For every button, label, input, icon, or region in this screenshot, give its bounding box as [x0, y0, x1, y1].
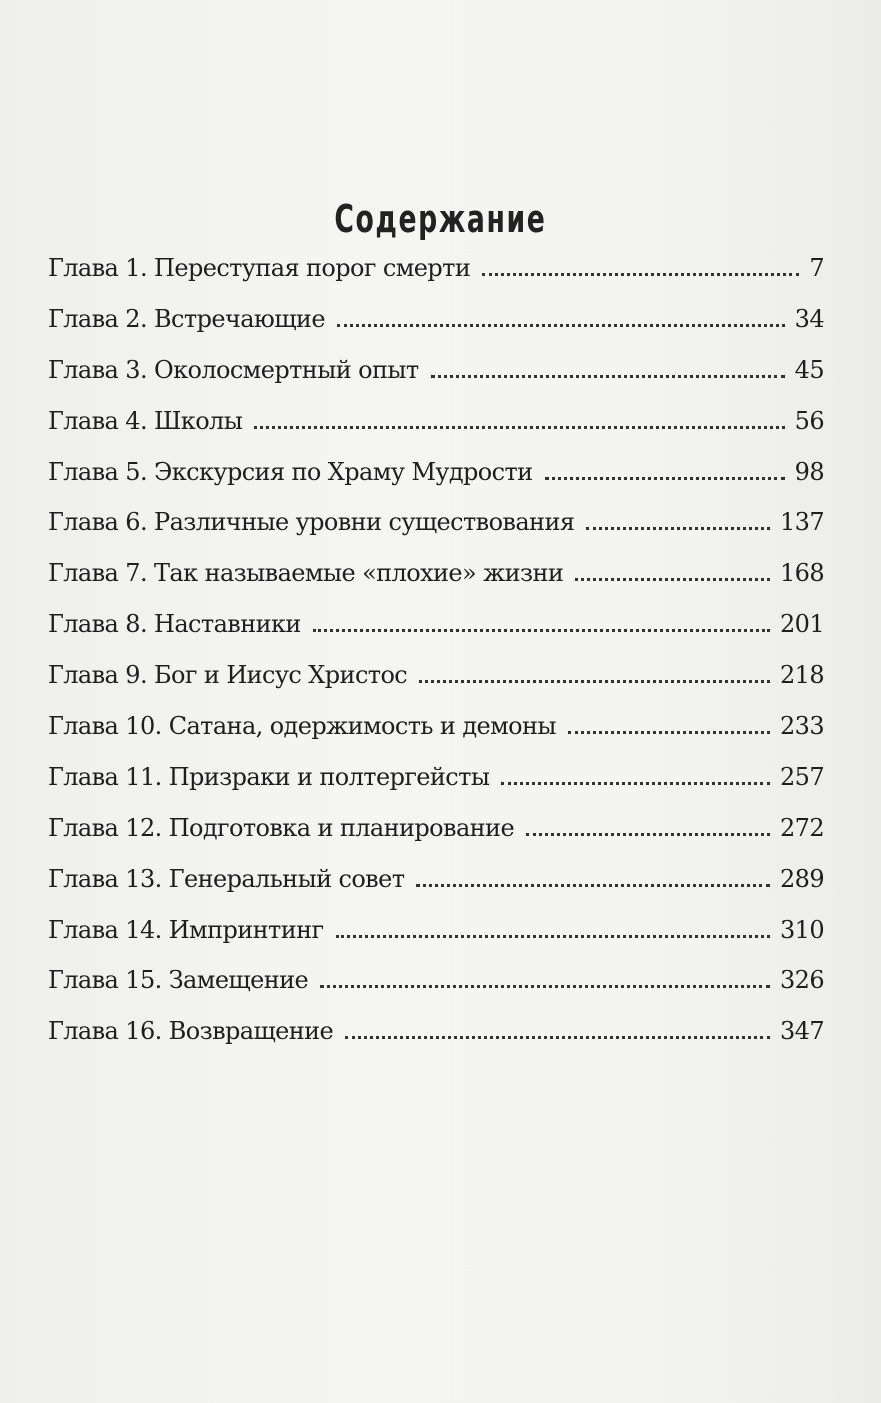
page-number: 289 [779, 864, 824, 893]
chapter-title: Глава 4. Школы [48, 406, 243, 435]
chapter-title: Глава 7. Так называемые «плохие» жизни [48, 559, 564, 588]
page-number: 45 [794, 355, 824, 384]
toc-entry[interactable] [48, 407, 824, 458]
dot-leader [568, 731, 770, 734]
dot-leader [575, 578, 770, 581]
toc-entry[interactable] [48, 610, 824, 661]
toc-entry[interactable] [48, 661, 824, 712]
chapter-title: Глава 14. Импринтинг [48, 915, 324, 944]
page-number: 218 [779, 661, 824, 690]
page-number: 201 [779, 610, 824, 639]
chapter-title: Глава 9. Бог и Иисус Христос [48, 661, 408, 690]
page-number: 98 [794, 457, 824, 486]
toc-entry[interactable] [48, 356, 824, 407]
page-title: Содержание [334, 197, 547, 242]
page-number: 257 [779, 762, 824, 791]
dot-leader [431, 375, 785, 378]
chapter-title: Глава 16. Возвращение [48, 1017, 334, 1046]
page-number: 34 [794, 304, 824, 333]
page-number: 7 [809, 254, 824, 282]
page-number: 137 [779, 508, 824, 537]
dot-leader [419, 680, 770, 683]
toc-entry[interactable] [48, 763, 824, 814]
chapter-title: Глава 6. Различные уровни существования [48, 508, 575, 537]
dot-leader [336, 935, 770, 938]
table-of-contents [48, 254, 824, 1068]
page-number: 272 [779, 813, 824, 842]
toc-entry[interactable] [48, 508, 824, 559]
toc-entry[interactable] [48, 254, 824, 305]
toc-entry[interactable] [48, 966, 824, 1017]
chapter-title: Глава 13. Генеральный совет [48, 864, 405, 893]
chapter-title: Глава 5. Экскурсия по Храму Мудрости [48, 457, 533, 486]
page-number: 168 [779, 559, 824, 588]
dot-leader [320, 985, 770, 988]
toc-entry[interactable] [48, 814, 824, 865]
dot-leader [254, 426, 784, 429]
page-number: 233 [779, 712, 824, 741]
chapter-title: Глава 10. Сатана, одержимость и демоны [48, 712, 556, 741]
chapter-title: Глава 12. Подготовка и планирование [48, 813, 515, 842]
page-number: 56 [794, 406, 824, 435]
dot-leader [482, 273, 799, 276]
toc-entry[interactable] [48, 559, 824, 610]
dot-leader [345, 1036, 770, 1039]
page-number: 347 [779, 1017, 824, 1046]
chapter-title: Глава 1. Переступая порог смерти [48, 254, 471, 282]
toc-entry[interactable] [48, 458, 824, 509]
dot-leader [416, 884, 770, 887]
chapter-title: Глава 11. Призраки и полтергейсты [48, 762, 490, 791]
dot-leader [501, 782, 770, 785]
dot-leader [526, 833, 770, 836]
dot-leader [337, 324, 785, 327]
dot-leader [313, 629, 770, 632]
toc-entry[interactable] [48, 712, 824, 763]
dot-leader [586, 527, 770, 530]
dot-leader [545, 477, 785, 480]
chapter-title: Глава 3. Околосмертный опыт [48, 355, 419, 384]
page-number: 310 [779, 915, 824, 944]
chapter-title: Глава 15. Замещение [48, 966, 309, 995]
toc-entry[interactable] [48, 865, 824, 916]
chapter-title: Глава 8. Наставники [48, 610, 301, 639]
chapter-title: Глава 2. Встречающие [48, 304, 325, 333]
toc-entry[interactable] [48, 305, 824, 356]
toc-entry[interactable] [48, 1017, 824, 1068]
page-number: 326 [779, 966, 824, 995]
toc-entry[interactable] [48, 916, 824, 967]
